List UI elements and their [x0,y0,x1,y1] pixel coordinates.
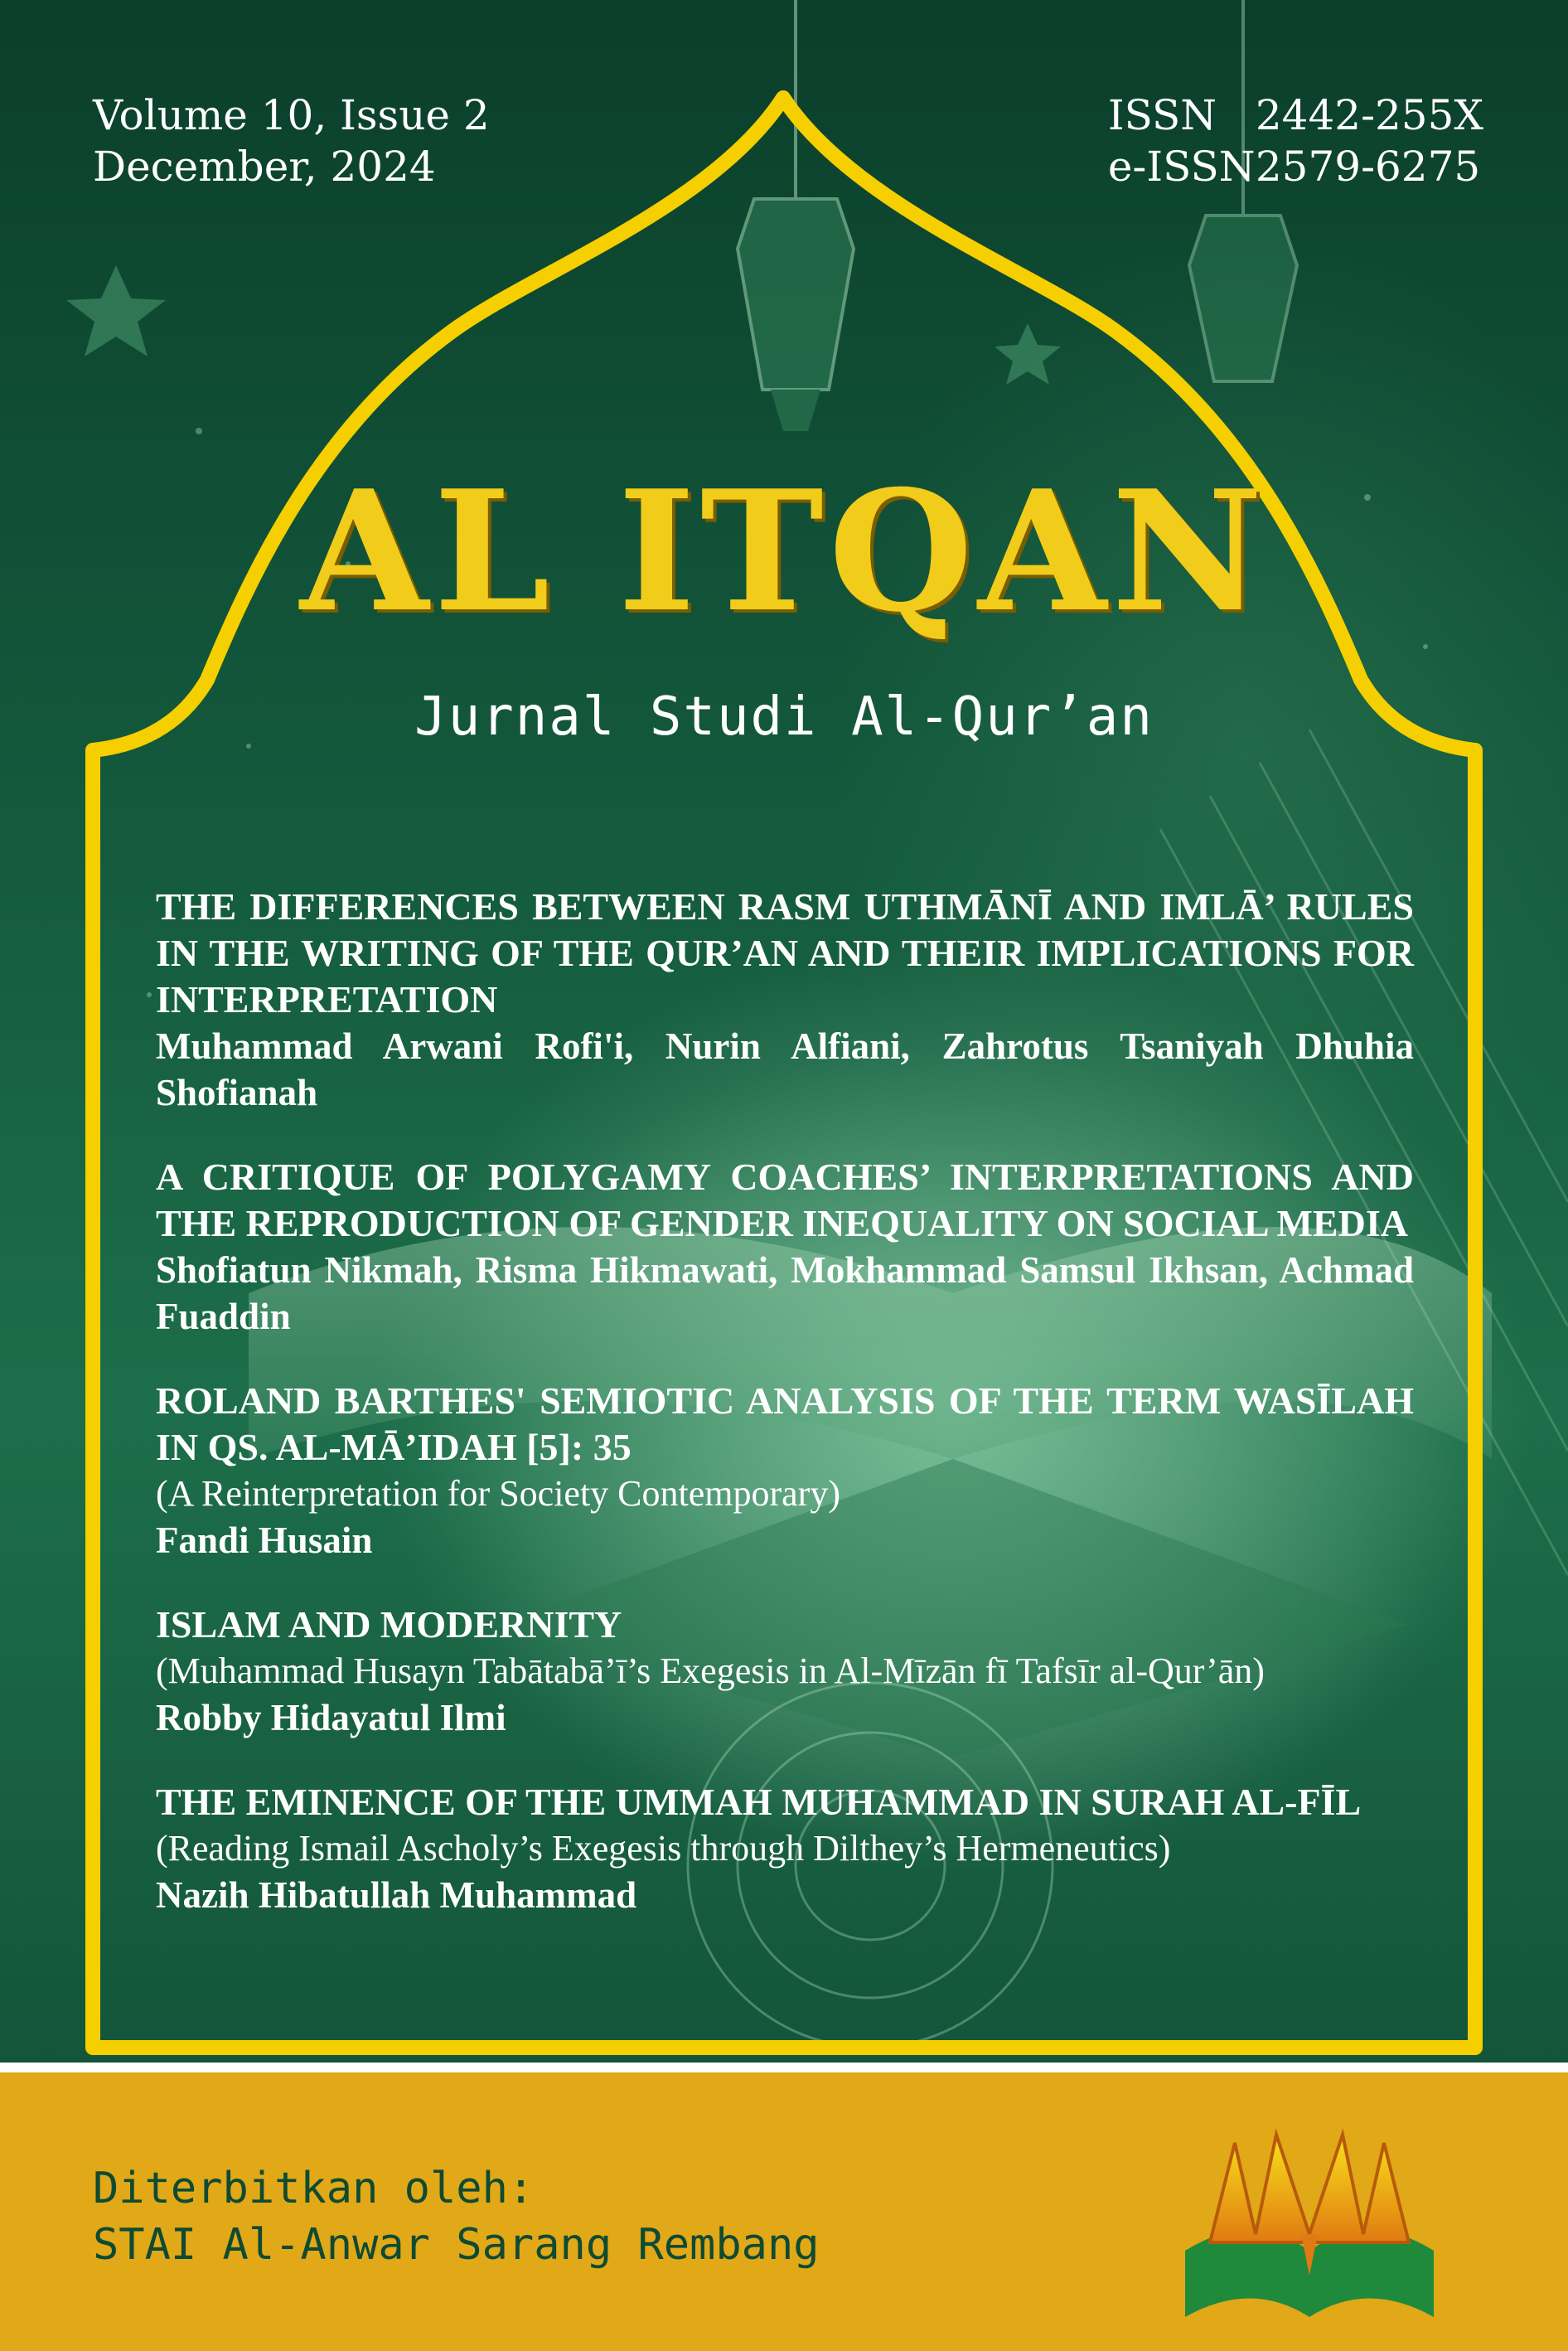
article-title: A CRITIQUE OF POLYGAMY COACHES’ INTERPRETATIONS AND THE REPRODUCTION OF GENDER INEQUALITY ON SOCIAL MEDIA [156,1156,1414,1244]
volume-issue: Volume 10, Issue 2 [93,91,490,139]
article-authors: Muhammad Arwani Rofi'i, Nurin Alfiani, Zahrotus Tsaniyah Dhuhia Shofianah [156,1025,1414,1113]
issn-info [1108,90,1483,192]
journal-title: AL ITQAN [299,454,1269,649]
publisher-label: Diterbitkan oleh: [93,2164,535,2213]
article-title: ROLAND BARTHES' SEMIOTIC ANALYSIS OF THE TERM WASĪLAH IN QS. AL-MĀ’IDAH [5]: 35 [156,1379,1414,1468]
article-entry [156,1779,1414,1918]
article-authors: Nazih Hibatullah Muhammad [156,1874,637,1916]
issue-info [93,90,490,192]
footer-divider [0,2063,1568,2072]
article-authors: Shofiatun Nikmah, Risma Hikmawati, Mokhammad Samsul Ikhsan, Achmad Fuaddin [156,1249,1414,1337]
publisher-logo-icon [1177,2110,1442,2325]
issn-value: 2442-255X [1255,91,1483,139]
article-entry [156,1378,1414,1563]
article-list [156,884,1414,1956]
article-subtitle: (Reading Ismail Ascholy’s Exegesis through Dilthey’s Hermeneutics) [156,1828,1171,1869]
article-entry [156,884,1414,1116]
issue-date: December, 2024 [93,143,436,191]
article-title: THE DIFFERENCES BETWEEN RASM UTHMĀNĪ AND IMLĀ’ RULES IN THE WRITING OF THE QUR’AN AND THEIR IMPLICATIONS FOR INTERPRETATION [156,885,1414,1020]
publisher-name: STAI Al-Anwar Sarang Rembang [93,2220,820,2270]
journal-subtitle: Jurnal Studi Al-Qur’an [414,686,1154,748]
article-title: ISLAM AND MODERNITY [156,1603,622,1646]
issn-label: ISSN [1107,91,1217,139]
article-authors: Robby Hidayatul Ilmi [156,1697,506,1738]
article-subtitle: (A Reinterpretation for Society Contemporary) [156,1473,840,1514]
eissn-value: 2579-6275 [1255,143,1481,191]
article-authors: Fandi Husain [156,1520,373,1561]
article-subtitle: (Muhammad Husayn Tabātabā’ī’s Exegesis in Al-Mīzān fī Tafsīr al-Qur’ān) [156,1651,1265,1691]
article-entry [156,1602,1414,1741]
article-entry [156,1154,1414,1340]
article-title: THE EMINENCE OF THE UMMAH MUHAMMAD IN SURAH AL-FĪL [156,1781,1362,1823]
eissn-label: e-ISSN [1107,143,1256,191]
